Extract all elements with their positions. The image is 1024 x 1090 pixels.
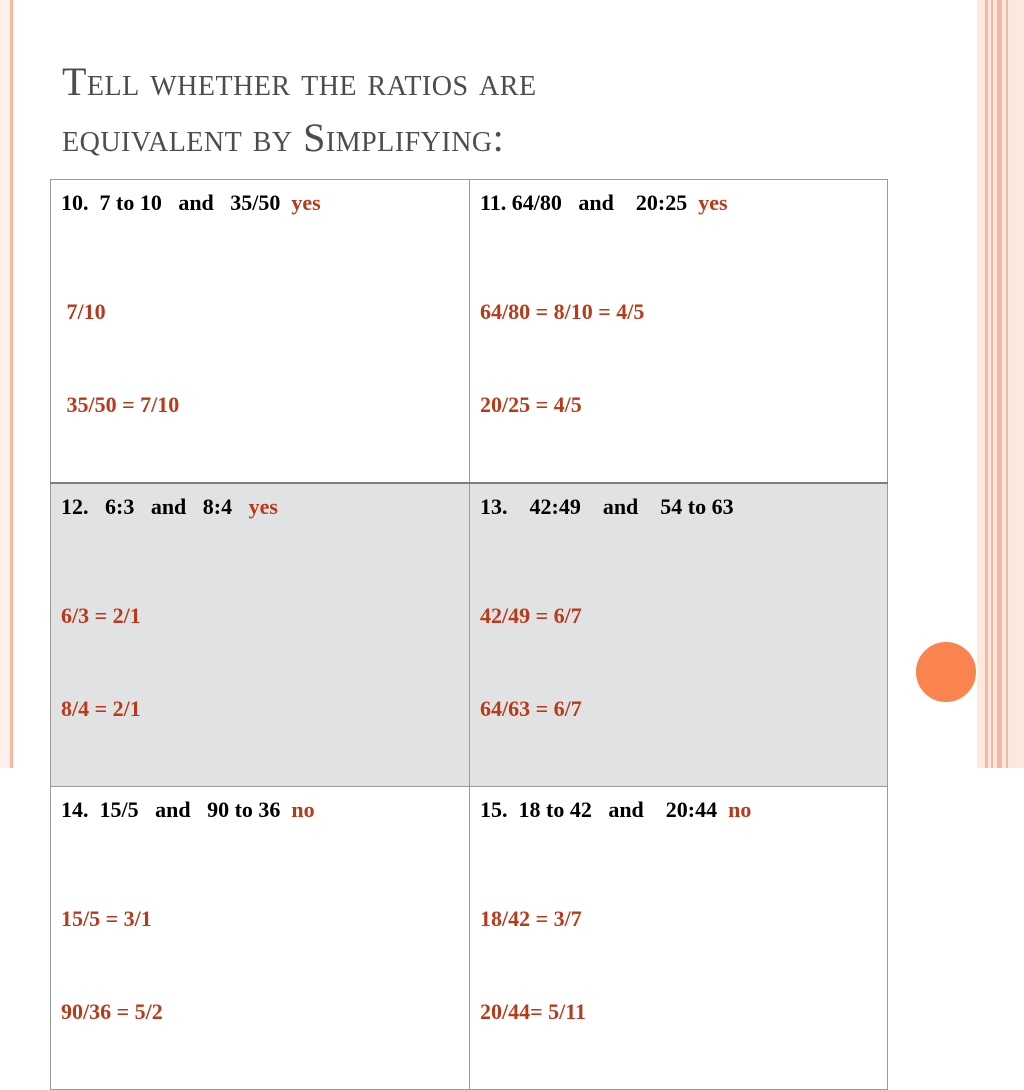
- problem-cell-12: [51, 483, 470, 787]
- work-line: 20/25 = 4/5: [480, 392, 582, 417]
- work-line: 15/5 = 3/1: [61, 906, 152, 931]
- work-line: 6/3 = 2/1: [61, 603, 141, 628]
- work-line: 42/49 = 6/7: [480, 603, 582, 628]
- problem-work: [480, 841, 877, 1089]
- problem-cell-15: [470, 787, 888, 1090]
- problem-question: 13. 42:49 and 54 to 63: [480, 494, 734, 519]
- problem-work: [480, 538, 877, 786]
- work-line: 64/80 = 8/10 = 4/5: [480, 299, 645, 324]
- table-row: [51, 787, 888, 1090]
- left-border-decoration: [0, 0, 14, 768]
- title-line-1: Tell whether the ratios are: [62, 59, 537, 104]
- slide-title: [62, 54, 882, 166]
- work-line: 18/42 = 3/7: [480, 906, 582, 931]
- problem-question: 10. 7 to 10 and 35/50 yes: [61, 190, 321, 215]
- work-line: 7/10: [61, 299, 106, 324]
- work-line: 20/44= 5/11: [480, 999, 587, 1024]
- answer-badge: yes: [248, 494, 278, 519]
- problem-cell-11: [470, 180, 888, 484]
- problem-cell-10: [51, 180, 470, 484]
- work-line: 35/50 = 7/10: [61, 392, 180, 417]
- work-line: 90/36 = 5/2: [61, 999, 163, 1024]
- problem-cell-13: [470, 483, 888, 787]
- answer-badge: no: [728, 797, 752, 822]
- problem-work: [480, 234, 877, 482]
- problem-question: 11. 64/80 and 20:25 yes: [480, 190, 728, 215]
- problem-cell-14: [51, 787, 470, 1090]
- work-line: 64/63 = 6/7: [480, 696, 582, 721]
- problem-question: 15. 18 to 42 and 20:44 no: [480, 797, 752, 822]
- answer-badge: yes: [698, 190, 728, 215]
- answer-badge: no: [291, 797, 315, 822]
- problems-table: [50, 179, 888, 1090]
- table-row: [51, 483, 888, 787]
- problem-work: [61, 234, 459, 482]
- problem-question: 12. 6:3 and 8:4 yes: [61, 494, 278, 519]
- title-line-2: equivalent by Simplifying:: [62, 115, 505, 160]
- work-line: 8/4 = 2/1: [61, 696, 141, 721]
- table-row: [51, 180, 888, 484]
- right-border-decoration: [977, 0, 1024, 768]
- problem-work: [61, 538, 459, 786]
- answer-badge: yes: [291, 190, 321, 215]
- problem-question: 14. 15/5 and 90 to 36 no: [61, 797, 315, 822]
- accent-circle: [914, 640, 978, 704]
- problem-work: [61, 841, 459, 1089]
